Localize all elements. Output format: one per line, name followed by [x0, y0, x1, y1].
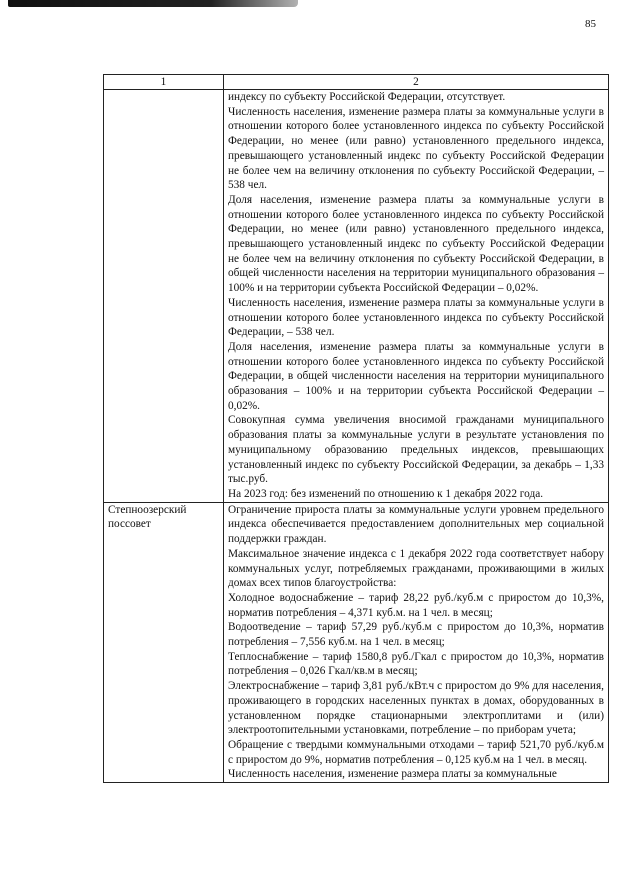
paragraph: Максимальное значение индекса с 1 декабря 2022 года соответствует набору коммунальных услуг, потребляемых гражданами, проживающими в жилых домах всех типов благоустройства: [228, 547, 604, 590]
paragraph: Холодное водоснабжение – тариф 28,22 руб./куб.м с приростом до 10,3%, норматив потребления – 4,371 куб.м. на 1 чел. в месяц; [228, 591, 604, 619]
paragraph: Водоотведение – тариф 57,29 руб./куб.м с приростом до 10,3%, норматив потребления – 7,556 куб.м. на 1 чел. в месяц; [228, 621, 604, 649]
header-col-1: 1 [104, 75, 224, 90]
paragraph: Электроснабжение – тариф 3,81 руб./кВт.ч с приростом до 9% для населения, проживающего в городских населенных пунктах в домах, оборудованных в установленном порядке стационарными электроплитами и (или) электроотопительными установками, потребление – по приборам учета; [228, 680, 604, 737]
paragraph: Теплоснабжение – тариф 1580,8 руб./Гкал с приростом до 10,3%, норматив потребления – 0,026 Гкал/кв.м в месяц; [228, 650, 604, 678]
paragraph: Совокупная сумма увеличения вносимой гражданами муниципального образования платы за коммунальные услуги в результате установления по муниципальному образованию предельных индексов, превышающих установленный индекс по субъекту Российской Федерации, за декабрь – 1,33 тыс.руб. [228, 414, 604, 486]
table-row [104, 90, 609, 503]
paragraph: Доля населения, изменение размера платы за коммунальные услуги в отношении которого более установленного индекса по субъекту Российской Федерации, но менее (или равно) установленного предельного индекса, превышающего установленный индекс по субъекту Российской Федерации не более чем на величину отклонения по субъекту Российской Федерации, в общей численности населения на территории муниципального образования – 100% и на территории субъекта Российской Федерации – 0,02%. [228, 193, 604, 295]
paragraph: Обращение с твердыми коммунальными отходами – тариф 521,70 руб./куб.м с приростом до 9%, норматив потребления – 0,125 куб.м на 1 чел. в месяц. [228, 738, 604, 766]
municipality-name-cell [104, 90, 224, 503]
table-header-row [104, 75, 609, 90]
description-cell [224, 502, 609, 782]
page-number: 85 [585, 18, 596, 30]
paragraph: индексу по субъекту Российской Федерации, отсутствует. [228, 91, 506, 103]
header-col-2: 2 [224, 75, 609, 90]
table-row [104, 502, 609, 782]
paragraph: Численность населения, изменение размера платы за коммунальные услуги в отношении которого более установленного индекса по субъекту Российской Федерации, – 538 чел. [228, 296, 604, 339]
scan-edge-mark [8, 0, 298, 7]
paragraph: Доля населения, изменение размера платы за коммунальные услуги в отношении которого более установленного индекса по субъекту Российской Федерации, в общей численности населения на территории муниципального образования – 100% и на территории субъекта Российской Федерации – 0,02%. [228, 340, 604, 412]
paragraph: На 2023 год: без изменений по отношению к 1 декабря 2022 года. [228, 487, 544, 500]
paragraph: Численность населения, изменение размера платы за коммунальные услуги в отношении которого более установленного индекса по субъекту Российской Федерации, но менее (или равно) установленного предельного индекса, превышающего установленный индекс по субъекту Российской Федерации не более чем на величину отклонения по субъекту Российской Федерации, – 538 чел. [228, 105, 604, 192]
description-cell [224, 90, 609, 503]
paragraph: Численность населения, изменение размера платы за коммунальные [228, 768, 557, 781]
paragraph: Ограничение прироста платы за коммунальные услуги уровнем предельного индекса обеспечивается предоставлением дополнительных мер социальной поддержки граждан. [228, 503, 604, 546]
document-table [103, 74, 609, 783]
municipality-name-cell: Степноозерский поссовет [104, 502, 224, 782]
